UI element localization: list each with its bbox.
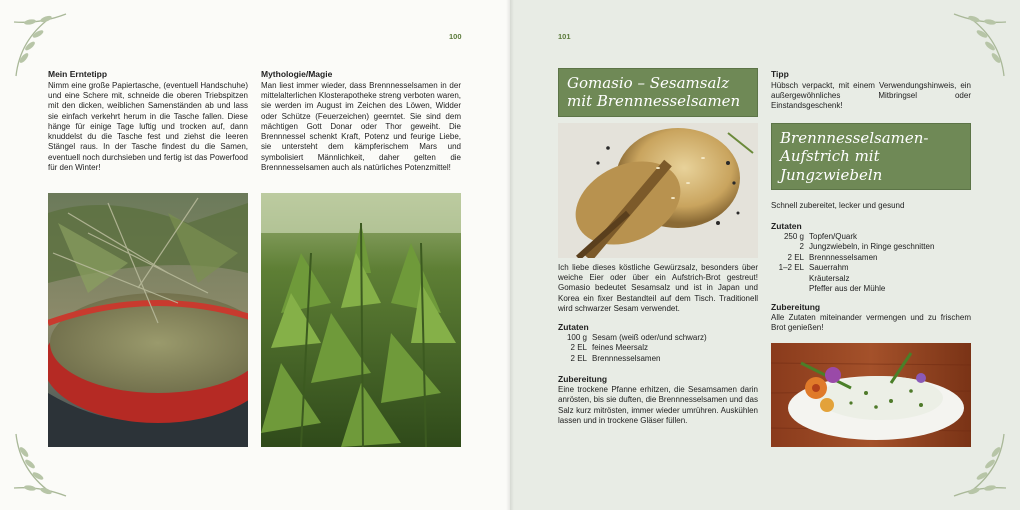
spread-ingredient-list — [771, 232, 971, 294]
ingredient-qty: 100 g — [566, 333, 587, 343]
gomasio-prep-title: Zubereitung — [558, 374, 608, 385]
ingredient-name: Kräutersalz — [809, 273, 850, 283]
harvest-tip-title: Mein Erntetipp — [48, 69, 108, 79]
ingredient-name: Pfeffer aus der Mühle — [809, 283, 886, 293]
page-number: 100 — [449, 32, 462, 41]
harvest-tip-text: Nimm eine große Papiertasche, (eventuell Handschuhe) und eine Schere mit, schneide die oberen Triebspitzen mit den dicken, weiblichen Samenständen ab und lass sie einfach verkehrt herum in die Tasche fallen. Diese hänge für einige Tage luftig und trocken auf, dann knuddelst du die Tasche fest und ziehst die leeren Stängel raus. In der Tasche findest du die Samen, eventuell noch durchsieben und fertig ist das Powerfood für den Winter! — [48, 80, 248, 172]
spread-recipe — [771, 123, 971, 334]
ingredient-qty: 2 EL — [570, 343, 587, 353]
ingredient-name: Sesam (weiß oder/und schwarz) — [592, 333, 707, 343]
harvest-tip — [48, 69, 248, 173]
spread-title: Brennnesselsamen-Aufstrich mit Jungzwiebeln — [771, 123, 971, 190]
list-item — [558, 343, 758, 353]
tip-section — [771, 69, 971, 112]
ingredient-name: Topfen/Quark — [809, 232, 858, 241]
ingredient-qty — [771, 274, 809, 284]
mythology-text: Man liest immer wieder, dass Brennnesselsamen in der mittelalterlichen Klosterapotheke streng verboten waren, sie werden im August im Zeichen des Löwen, Widder oder Schütze (Feuerzeichen) geerntet. Sie sind dem mächtigen Gott Donar oder Thor geweiht. Die Brennnessel schenkt Kraft, Potenz und feurige Liebe, sie untersteht dem kämpferischem Mars und symbolisiert Männlichkeit, daher gelten die Brennnesselsamen auch als natürliches Potenzmittel! — [261, 80, 461, 172]
ingredient-qty: 2 EL — [570, 353, 587, 363]
list-item — [771, 274, 971, 284]
tip-text: Hübsch verpackt, mit einem Verwendungshinweis, ein außergewöhnliches Mitbringsel oder Einstandsgeschenk! — [771, 80, 971, 111]
ingredient-qty: 250 g — [783, 232, 804, 241]
gomasio-title: Gomasio – Sesamsalz mit Brennnesselsamen — [558, 68, 758, 117]
gomasio-intro: Ich liebe dieses köstliche Gewürzsalz, besonders über weiche Eier oder über ein Aufstrich-Brot gestreut! Gomasio bedeutet Sesamsalz und ist in Japan und Korea ein fixer Bestandteil auf dem Tisch. Traditionell wird schwarzer Sesam verwendet. — [558, 263, 758, 313]
nettle-plants-photo — [261, 193, 461, 447]
gomasio-ingredient-list — [558, 333, 758, 364]
spread-photo — [771, 343, 971, 447]
ingredient-name: Brennnesselsamen — [809, 252, 878, 262]
book-gutter — [506, 0, 514, 510]
right-page — [510, 0, 1020, 510]
ingredient-name: Brennnesselsamen — [592, 353, 661, 363]
gomasio-body — [558, 263, 758, 426]
ingredient-qty: 2 EL — [787, 252, 804, 262]
gomasio-recipe — [558, 68, 758, 117]
gomasio-prep-text: Eine trockene Pfanne erhitzen, die Sesamsamen darin anrösten, bis sie duften, die Brennnesselsamen und das Salz kurz mitrösten, immer wieder umrühren. Auskühlen lassen und in trockene Gläser füllen. — [558, 385, 758, 425]
mythology-title: Mythologie/Magie — [261, 69, 333, 79]
list-item — [558, 354, 758, 364]
seeds-bowl-photo — [48, 193, 248, 447]
list-item — [771, 284, 971, 294]
ingredient-name: Sauerrahm — [809, 263, 849, 273]
ingredient-name: Jungzwiebeln, in Ringe geschnitten — [809, 242, 935, 252]
list-item — [771, 242, 971, 252]
ingredient-qty: 1–2 EL — [778, 263, 804, 273]
ingredient-qty — [771, 284, 809, 294]
mythology-section — [261, 69, 461, 173]
list-item — [771, 253, 971, 263]
ingredient-qty: 2 — [799, 242, 804, 252]
spread-prep-text: Alle Zutaten miteinander vermengen und zu frischem Brot genießen! — [771, 313, 971, 333]
spread-intro: Schnell zubereitet, lecker und gesund — [771, 200, 905, 210]
list-item — [771, 232, 971, 242]
gomasio-ingredients-title: Zutaten — [558, 322, 589, 333]
page-number: 101 — [558, 32, 571, 41]
spread-ingredients-title: Zutaten — [771, 221, 802, 232]
list-item — [771, 263, 971, 273]
spread-prep-title: Zubereitung — [771, 302, 821, 313]
gomasio-photo — [558, 123, 758, 258]
tip-title: Tipp — [771, 69, 789, 79]
list-item — [558, 333, 758, 343]
ingredient-name: feines Meersalz — [592, 343, 649, 353]
